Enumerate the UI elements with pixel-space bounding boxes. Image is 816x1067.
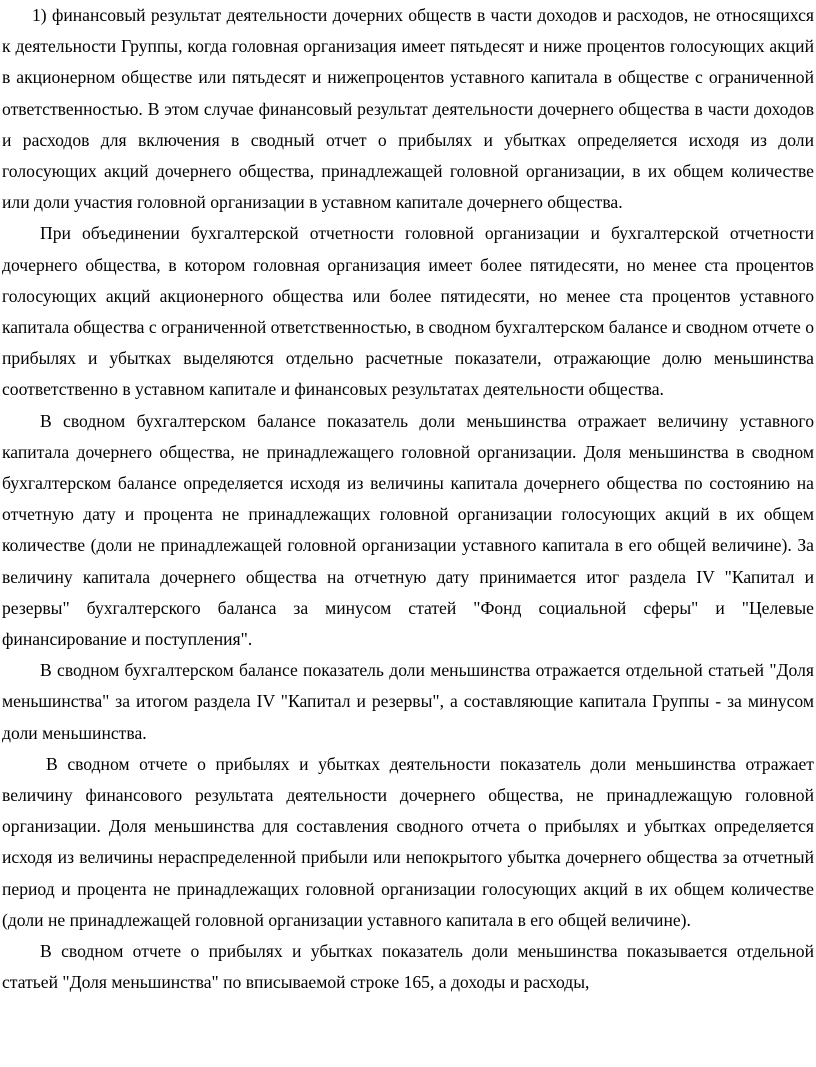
- paragraph-4: В сводном бухгалтерском балансе показатель доли меньшинства отражается отдельной статьей "Доля меньшинства" за итогом раздела IV "Капитал и резервы", а составляющие капитала Группы - за минусом доли меньшинства.: [2, 660, 814, 743]
- paragraph-3: В сводном бухгалтерском балансе показатель доли меньшинства отражает величину уставного капитала дочернего общества, не принадлежащего головной организации. Доля меньшинства в сводном бухгалтерском балансе определяется исходя из величины капитала дочернего общества по состоянию на отчетную дату и процента не принадлежащих головной организации голосующих акций в их общем количестве (доли не принадлежащей головной организации уставного капитала в его общей величине). За величину капитала дочернего общества на отчетную дату принимается итог раздела IV "Капитал и резервы" бухгалтерского баланса за минусом статей "Фонд социальной сферы" и "Целевые финансирование и поступления".: [2, 410, 814, 650]
- paragraph-6: В сводном отчете о прибылях и убытках показатель доли меньшинства показывается отдельной статьей "Доля меньшинства" по вписываемой строке 165, а доходы и расходы,: [2, 941, 814, 993]
- paragraph-5: В сводном отчете о прибылях и убытках деятельности показатель доли меньшинства отражает величину финансового результата деятельности дочернего общества, не принадлежащую головной организации. Доля меньшинства для составления сводного отчета о прибылях и убытках определяется исходя из величины нераспределенной прибыли или непокрытого убытка дочернего общества за отчетный период и процента не принадлежащих головной организации голосующих акций в их общем количестве (доли не принадлежащей головной организации уставного капитала в его общей величине).: [2, 753, 814, 930]
- paragraph-2: При объединении бухгалтерской отчетности головной организации и бухгалтерской отчетности дочернего общества, в котором головная организация имеет более пятидесяти, но менее ста процентов голосующих акций акционерного общества или более пятидесяти, но менее ста процентов уставного капитала общества с ограниченной ответственностью, в сводном бухгалтерском балансе и сводном отчете о прибылях и убытках выделяются отдельно расчетные показатели, отражающие долю меньшинства соответственно в уставном капитале и финансовых результатах деятельности общества.: [2, 223, 814, 400]
- paragraph-1: 1) финансовый результат деятельности дочерних обществ в части доходов и расходов, не относящихся к деятельности Группы, когда головная организация имеет пятьдесят и ниже процентов голосующих акций в акционерном обществе или пятьдесят и нижепроцентов уставного капитала в обществе с ограниченной ответственностью. В этом случае финансовый результат деятельности дочернего общества в части доходов и расходов для включения в сводный отчет о прибылях и убытках определяется исходя из доли голосующих акций дочернего общества, принадлежащей головной организации, в их общем количестве или доли участия головной организации в уставном капитале дочернего общества.: [2, 5, 814, 213]
